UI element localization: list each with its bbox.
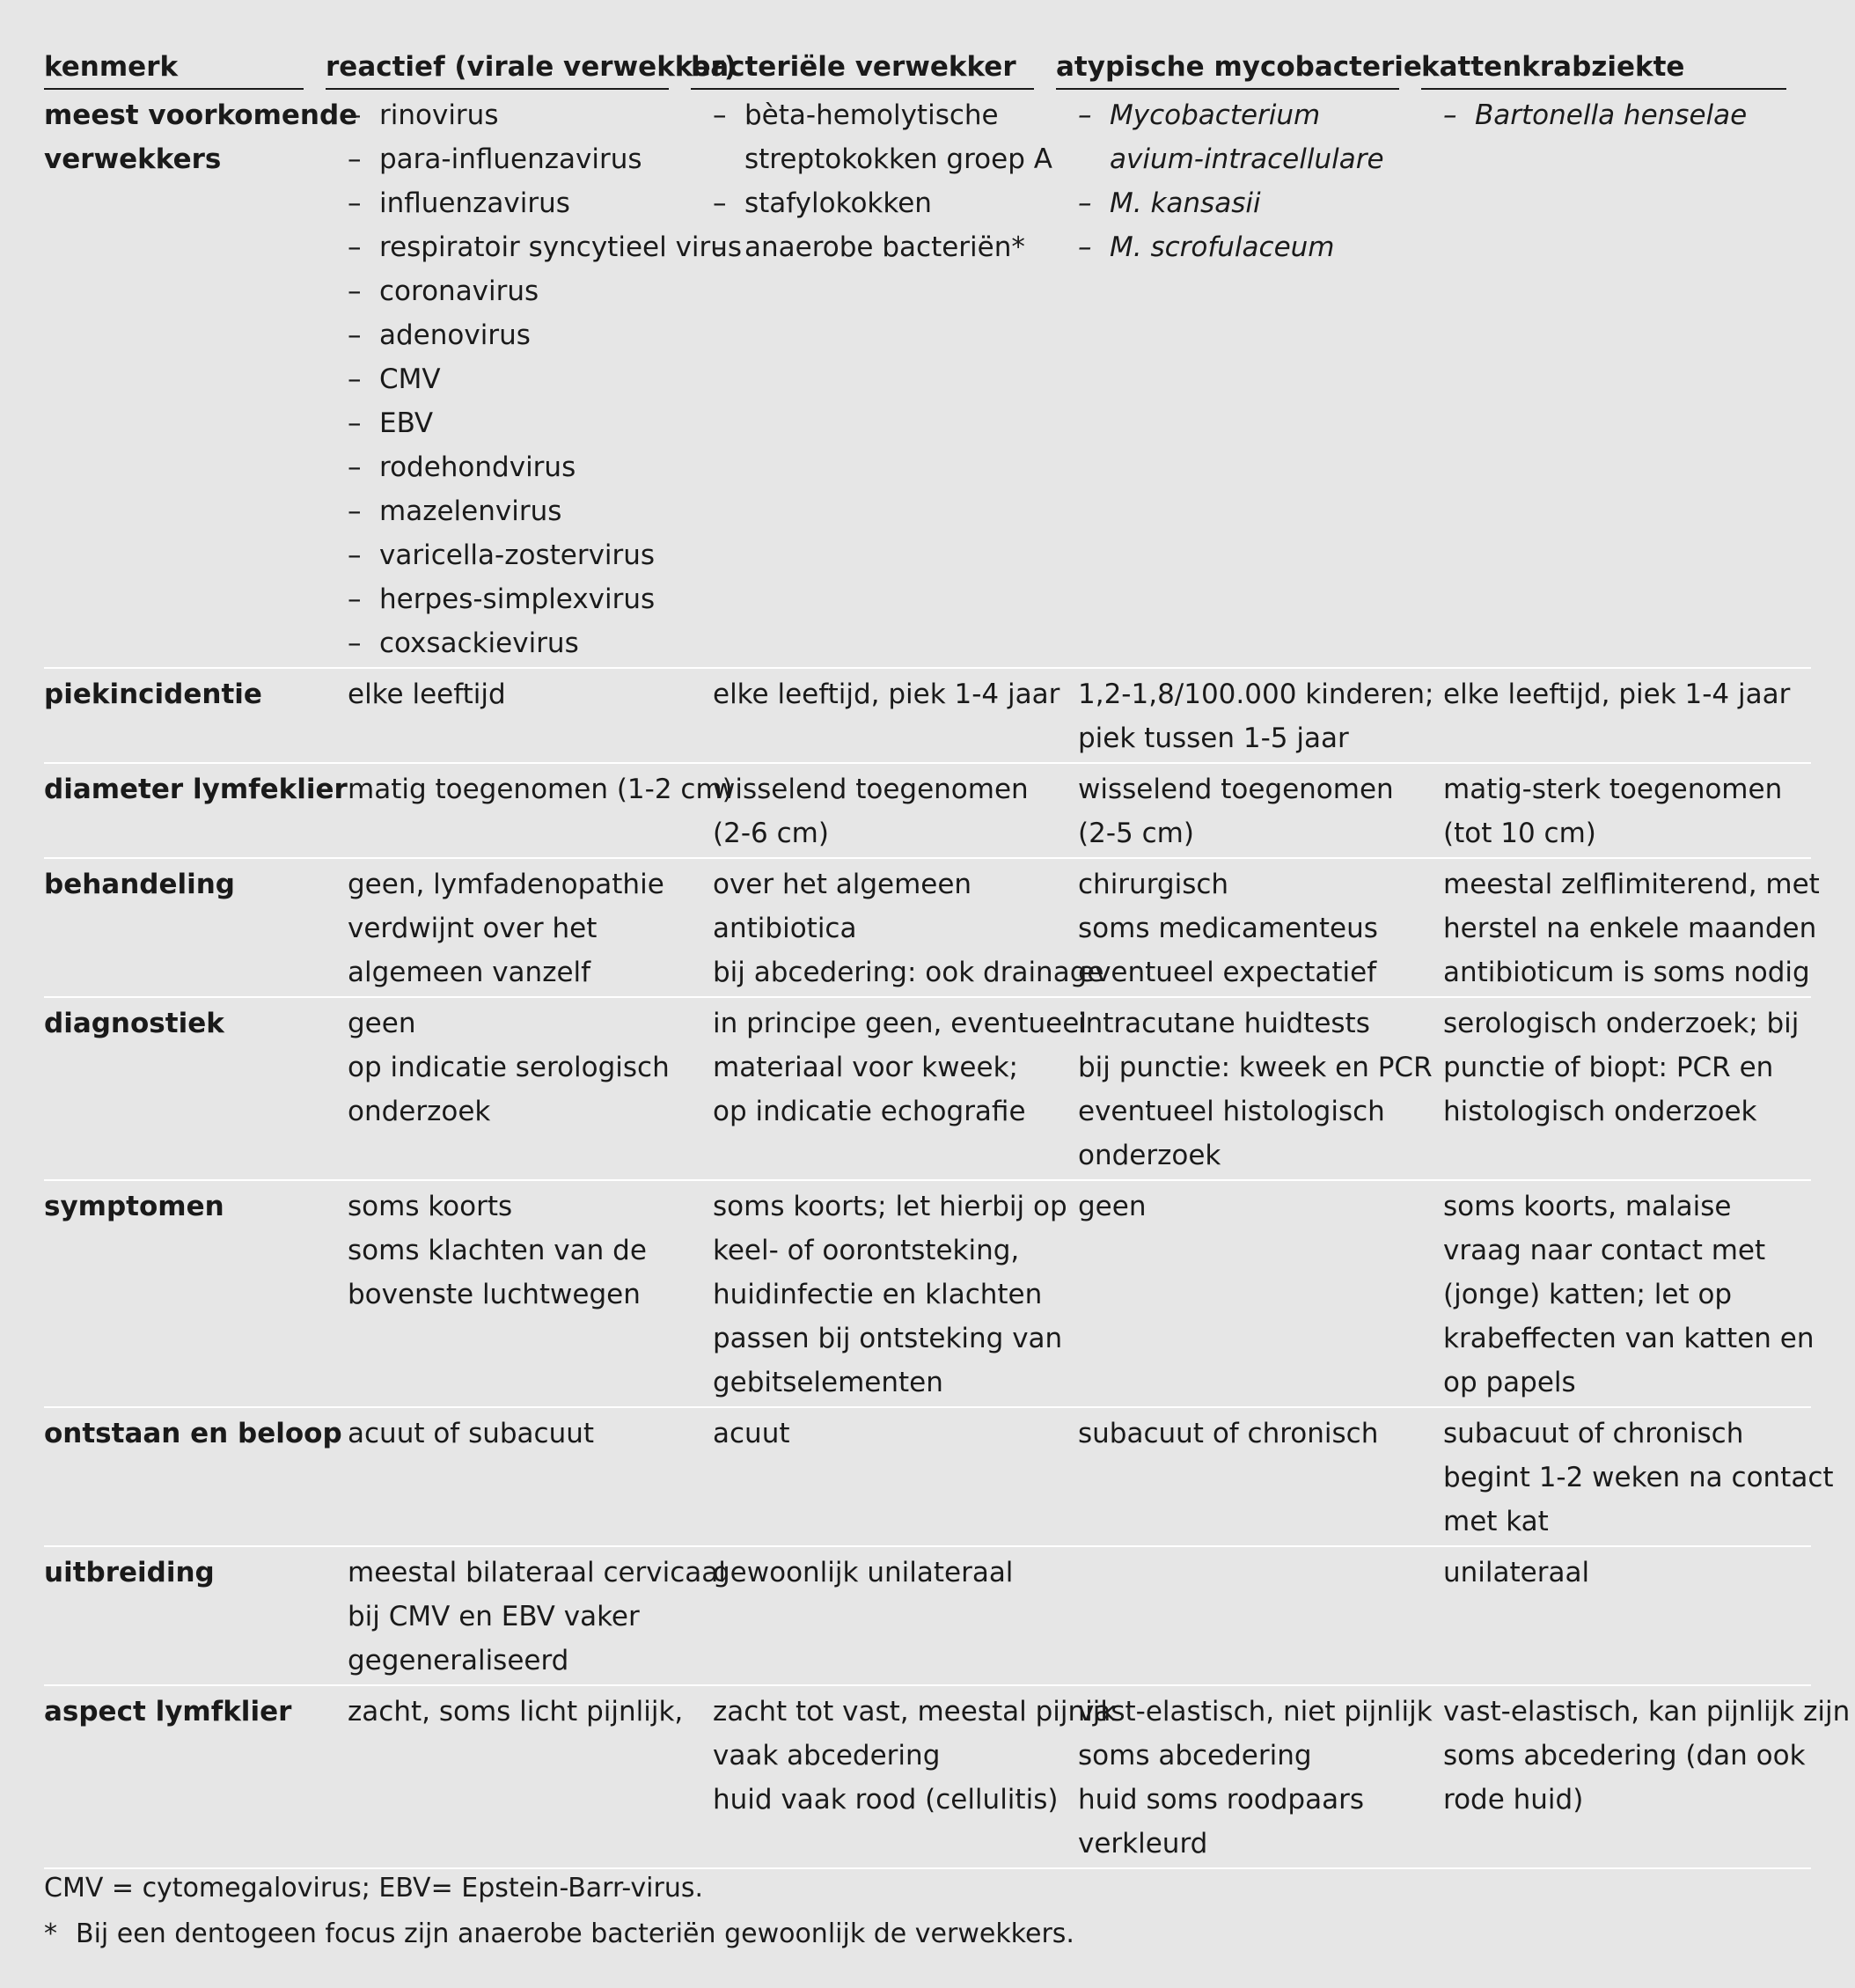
cell-line: piek tussen 1-5 jaar bbox=[1078, 723, 1349, 754]
cell-line: algemeen vanzelf bbox=[348, 957, 591, 988]
cell-line: geen bbox=[1078, 1191, 1147, 1222]
list-item: – herpes-simplexvirus bbox=[348, 577, 713, 621]
cell-line: acuut bbox=[713, 1418, 790, 1449]
footnote-abbreviations: CMV = cytomegalovirus; EBV= Epstein-Barr-virus. bbox=[44, 1873, 704, 1904]
cell-line: herstel na enkele maanden bbox=[1443, 913, 1817, 944]
list-item: – varicella-zostervirus bbox=[348, 533, 713, 577]
cell-line: geen bbox=[348, 1008, 416, 1039]
table-cell bbox=[1078, 1185, 1443, 1405]
footnote-star-text: Bij een dentogeen focus zijn anaerobe bacteriën gewoonlijk de verwekkers. bbox=[76, 1918, 1074, 1949]
table-cell bbox=[1443, 1412, 1834, 1544]
footnote-star-mark: * bbox=[44, 1918, 57, 1949]
list-item: – stafylokokken bbox=[713, 181, 1078, 225]
table-cell bbox=[1078, 1690, 1443, 1866]
cell-line: elke leeftijd, piek 1-4 jaar bbox=[713, 679, 1060, 710]
table-cell bbox=[348, 1551, 726, 1683]
cell-line: geen, lymfadenopathie bbox=[348, 869, 664, 900]
cell-line: onderzoek bbox=[348, 1096, 491, 1127]
cell-line: vraag naar contact met bbox=[1443, 1235, 1766, 1266]
column-header: reactief (virale verwekker) bbox=[326, 49, 669, 90]
cell-line: antibioticum is soms nodig bbox=[1443, 957, 1810, 988]
list-item: – EBV bbox=[348, 401, 713, 445]
table-cell bbox=[1443, 862, 1820, 994]
cell-line: (jonge) katten; let op bbox=[1443, 1279, 1733, 1310]
list-item-continuation: streptokokken groep A bbox=[744, 143, 1052, 175]
list-item: – M. scrofulaceum bbox=[1078, 225, 1443, 269]
table-cell bbox=[713, 767, 1078, 855]
cell-line: gewoonlijk unilateraal bbox=[713, 1557, 1014, 1588]
cell-line: soms abcedering (dan ook bbox=[1443, 1740, 1806, 1772]
cell-line: soms koorts, malaise bbox=[1443, 1191, 1732, 1222]
cell-line: eventueel expectatief bbox=[1078, 957, 1377, 988]
row-label bbox=[44, 672, 348, 760]
table-cell bbox=[348, 93, 743, 665]
table-cell bbox=[1443, 93, 1786, 665]
list-item: – bèta-hemolytische bbox=[713, 93, 1078, 137]
list-item: – Bartonella henselae bbox=[1443, 93, 1786, 137]
cell-line: acuut of subacuut bbox=[348, 1418, 595, 1449]
cell-line: krabeffecten van katten en bbox=[1443, 1323, 1815, 1354]
cell-line: punctie of biopt: PCR en bbox=[1443, 1052, 1774, 1083]
cell-line: meestal zelflimiterend, met bbox=[1443, 869, 1820, 900]
row-label bbox=[44, 1001, 348, 1177]
row-label bbox=[44, 1185, 348, 1405]
table-row bbox=[44, 1408, 1834, 1547]
table-cell bbox=[1443, 1690, 1851, 1866]
table-cell bbox=[1078, 1551, 1443, 1683]
cell-line: huid soms roodpaars bbox=[1078, 1784, 1365, 1816]
cell-line: vaak abcedering bbox=[713, 1740, 941, 1772]
row-label-line: diagnostiek bbox=[44, 1008, 224, 1039]
table-cell bbox=[348, 1412, 713, 1544]
list-item: – coxsackievirus bbox=[348, 621, 713, 665]
table-body bbox=[44, 90, 1851, 1869]
cell-line: soms koorts; let hierbij op bbox=[713, 1191, 1067, 1222]
cell-line: subacuut of chronisch bbox=[1443, 1418, 1744, 1449]
table-cell bbox=[348, 1690, 713, 1866]
cell-line: bij punctie: kweek en PCR bbox=[1078, 1052, 1433, 1083]
cell-line: meestal bilateraal cervicaal bbox=[348, 1557, 726, 1588]
cell-line: matig-sterk toegenomen bbox=[1443, 774, 1783, 805]
cell-line: bij abcedering: ook drainage bbox=[713, 957, 1104, 988]
row-label bbox=[44, 93, 358, 665]
cell-line: soms klachten van de bbox=[348, 1235, 647, 1266]
cell-line: bovenste luchtwegen bbox=[348, 1279, 641, 1310]
cell-line: gebitselementen bbox=[713, 1367, 943, 1398]
row-label-line: behandeling bbox=[44, 869, 235, 900]
table-cell bbox=[348, 1185, 713, 1405]
table-cell bbox=[1078, 862, 1443, 994]
list-item: – coronavirus bbox=[348, 269, 713, 313]
row-label-line: uitbreiding bbox=[44, 1557, 215, 1588]
cell-line: vast-elastisch, niet pijnlijk bbox=[1078, 1696, 1433, 1728]
row-label bbox=[44, 1412, 348, 1544]
cell-line: zacht, soms licht pijnlijk, bbox=[348, 1696, 684, 1728]
cell-line: elke leeftijd bbox=[348, 679, 506, 710]
row-label-line: piekincidentie bbox=[44, 679, 262, 710]
list-item: – Mycobacterium bbox=[1078, 93, 1443, 137]
footnotes bbox=[44, 1866, 1074, 1957]
table-header bbox=[44, 49, 1811, 90]
comparison-table bbox=[44, 49, 1851, 1869]
column-header: kenmerk bbox=[44, 49, 304, 90]
cell-line: intracutane huidtests bbox=[1078, 1008, 1370, 1039]
cell-line: op indicatie echografie bbox=[713, 1096, 1026, 1127]
cell-line: (2-5 cm) bbox=[1078, 818, 1194, 849]
table-cell bbox=[713, 1551, 1078, 1683]
cell-line: passen bij ontsteking van bbox=[713, 1323, 1063, 1354]
table-row bbox=[44, 90, 1811, 669]
table-cell bbox=[713, 1690, 1117, 1866]
cell-line: eventueel histologisch bbox=[1078, 1096, 1385, 1127]
cell-line: histologisch onderzoek bbox=[1443, 1096, 1757, 1127]
cell-line: soms abcedering bbox=[1078, 1740, 1312, 1772]
table-cell bbox=[713, 1185, 1078, 1405]
table-cell bbox=[1078, 767, 1443, 855]
row-label bbox=[44, 1551, 348, 1683]
cell-line: verdwijnt over het bbox=[348, 913, 598, 944]
cell-line: met kat bbox=[1443, 1506, 1549, 1537]
list-item-continuation: avium-intracellulare bbox=[1110, 143, 1384, 175]
table-cell bbox=[1078, 1001, 1443, 1177]
table-cell bbox=[1443, 1001, 1800, 1177]
table-cell bbox=[1078, 93, 1443, 665]
cell-line: op papels bbox=[1443, 1367, 1576, 1398]
table-cell bbox=[348, 767, 733, 855]
row-label-line: meest voorkomende bbox=[44, 99, 358, 131]
cell-line: huid vaak rood (cellulitis) bbox=[713, 1784, 1059, 1816]
row-label-line: symptomen bbox=[44, 1191, 224, 1222]
cell-line: materiaal voor kweek; bbox=[713, 1052, 1018, 1083]
cell-line: elke leeftijd, piek 1-4 jaar bbox=[1443, 679, 1791, 710]
row-label-line: verwekkers bbox=[44, 143, 222, 175]
table-cell bbox=[1078, 1412, 1443, 1544]
table-cell bbox=[348, 672, 713, 760]
row-label-line: diameter lymfeklier bbox=[44, 774, 348, 805]
cell-line: keel- of oorontsteking, bbox=[713, 1235, 1020, 1266]
cell-line: over het algemeen bbox=[713, 869, 972, 900]
cell-line: wisselend toegenomen bbox=[1078, 774, 1394, 805]
row-label-line: aspect lymfklier bbox=[44, 1696, 292, 1728]
row-label-line: ontstaan en beloop bbox=[44, 1418, 342, 1449]
list-item: – rinovirus bbox=[348, 93, 713, 137]
list-item: – rodehondvirus bbox=[348, 445, 713, 489]
table-row bbox=[44, 1686, 1851, 1869]
cell-line: vast-elastisch, kan pijnlijk zijn bbox=[1443, 1696, 1851, 1728]
cell-line: 1,2-1,8/100.000 kinderen; bbox=[1078, 679, 1434, 710]
column-header: kattenkrabziekte bbox=[1421, 49, 1786, 90]
table-cell bbox=[713, 93, 1078, 665]
list-item: – CMV bbox=[348, 357, 713, 401]
table-row bbox=[44, 859, 1820, 998]
cell-line: chirurgisch bbox=[1078, 869, 1229, 900]
cell-line: begint 1-2 weken na contact bbox=[1443, 1462, 1834, 1493]
cell-line: (2-6 cm) bbox=[713, 818, 829, 849]
table-cell bbox=[1443, 1551, 1786, 1683]
table-row bbox=[44, 1181, 1815, 1408]
row-label bbox=[44, 767, 348, 855]
table-cell bbox=[1443, 1185, 1815, 1405]
table-cell bbox=[1443, 767, 1786, 855]
cell-line: huidinfectie en klachten bbox=[713, 1279, 1043, 1310]
cell-line: antibiotica bbox=[713, 913, 857, 944]
table-row bbox=[44, 764, 1811, 859]
table-cell bbox=[1078, 672, 1443, 760]
table-cell bbox=[713, 1001, 1087, 1177]
table-cell bbox=[348, 1001, 713, 1177]
list-item: – anaerobe bacteriën* bbox=[713, 225, 1078, 269]
list-item: – para-influenzavirus bbox=[348, 137, 713, 181]
cell-line: serologisch onderzoek; bij bbox=[1443, 1008, 1800, 1039]
table-cell bbox=[713, 862, 1104, 994]
cell-line: verkleurd bbox=[1078, 1828, 1208, 1860]
list-item: – adenovirus bbox=[348, 313, 713, 357]
list-item: – M. kansasii bbox=[1078, 181, 1443, 225]
table-cell bbox=[713, 672, 1078, 760]
cell-line: onderzoek bbox=[1078, 1140, 1221, 1171]
cell-line: (tot 10 cm) bbox=[1443, 818, 1596, 849]
row-label bbox=[44, 1690, 348, 1866]
cell-line: matig toegenomen (1-2 cm) bbox=[348, 774, 733, 805]
cell-line: unilateraal bbox=[1443, 1557, 1590, 1588]
cell-line: in principe geen, eventueel bbox=[713, 1008, 1087, 1039]
table-cell bbox=[1443, 672, 1791, 760]
list-item: – mazelenvirus bbox=[348, 489, 713, 533]
cell-line: soms medicamenteus bbox=[1078, 913, 1378, 944]
table-row bbox=[44, 998, 1811, 1181]
column-header: bacteriële verwekker bbox=[691, 49, 1034, 90]
list-item: – respiratoir syncytieel virus bbox=[348, 225, 713, 269]
table-row bbox=[44, 1547, 1811, 1686]
list-item: – influenzavirus bbox=[348, 181, 713, 225]
cell-line: soms koorts bbox=[348, 1191, 513, 1222]
table-cell bbox=[713, 1412, 1078, 1544]
cell-line: wisselend toegenomen bbox=[713, 774, 1029, 805]
cell-line: gegeneraliseerd bbox=[348, 1645, 569, 1676]
footnote-star bbox=[44, 1911, 1074, 1957]
row-label bbox=[44, 862, 348, 994]
table-cell bbox=[348, 862, 713, 994]
table-row bbox=[44, 669, 1811, 764]
cell-line: subacuut of chronisch bbox=[1078, 1418, 1379, 1449]
column-header: atypische mycobacterie bbox=[1056, 49, 1399, 90]
cell-line: zacht tot vast, meestal pijnijk bbox=[713, 1696, 1117, 1728]
cell-line: rode huid) bbox=[1443, 1784, 1584, 1816]
cell-line: bij CMV en EBV vaker bbox=[348, 1601, 640, 1632]
cell-line: op indicatie serologisch bbox=[348, 1052, 670, 1083]
